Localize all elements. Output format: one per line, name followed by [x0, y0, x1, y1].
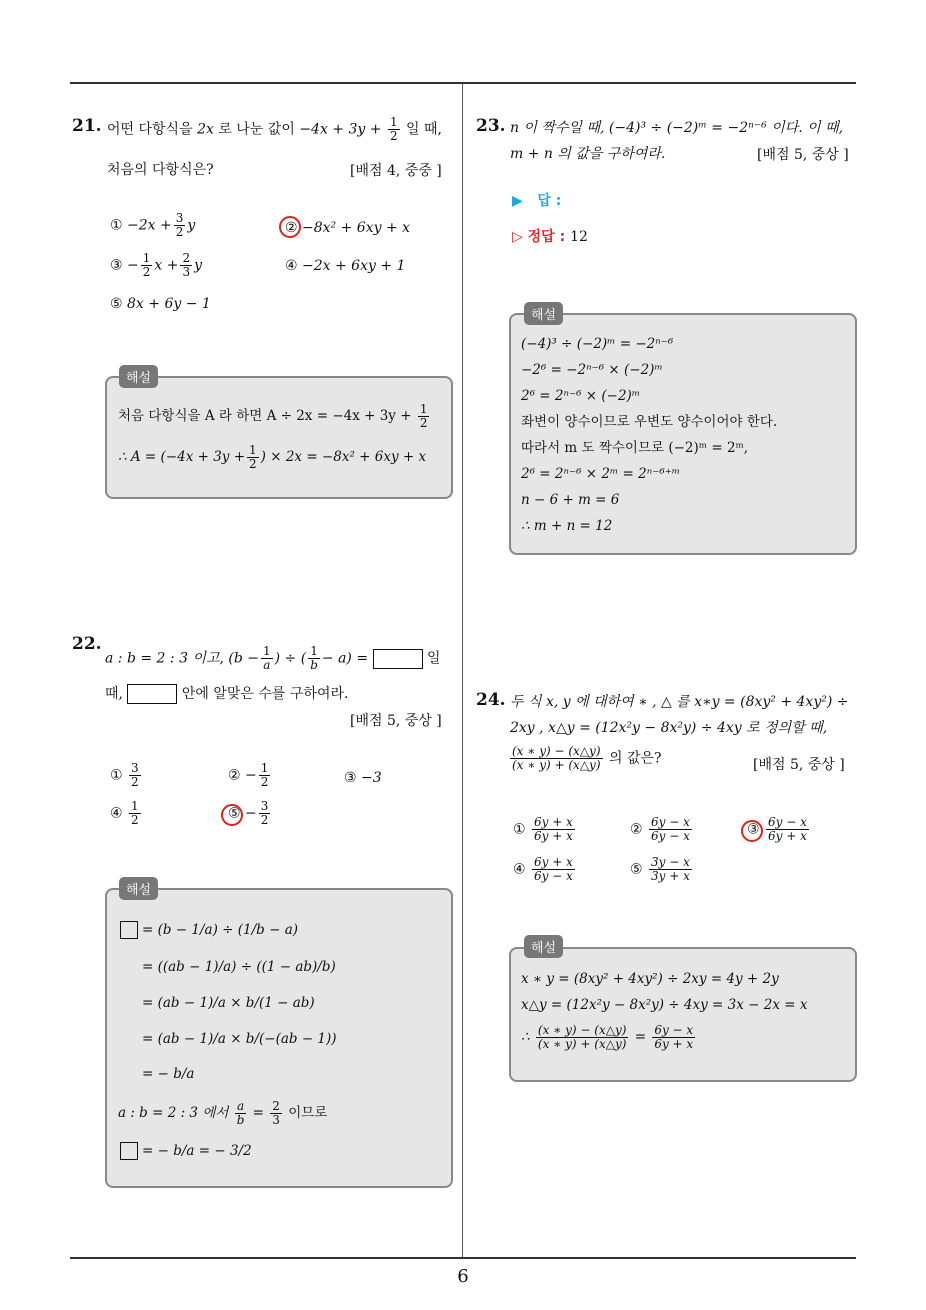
choice-1[interactable]: ① $\frac{3}{2}$ — [110, 761, 139, 789]
blank-box — [127, 684, 177, 704]
solution-line: 좌변이 양수이므로 우변도 양수이어야 한다. — [521, 414, 778, 430]
fraction: $\frac{1}{2}$ — [389, 115, 398, 143]
solution-line: x△y = (12x²y − 8x²y) ÷ 4xy = 3x − 2x = x — [521, 997, 808, 1013]
top-rule — [70, 82, 856, 84]
solution-line: = − b/a — [142, 1066, 195, 1082]
solution-tag: 해설 — [524, 302, 563, 325]
choice-5[interactable]: ⑤ $\frac{3y - x}{3y + x}$ — [630, 855, 690, 883]
page-number: 6 — [457, 1266, 469, 1287]
question-text-line1: 어떤 다항식을 2x 로 나눈 값이 −4x + 3y + $\frac{1}{2}$ 일 때, — [107, 115, 442, 143]
answer-row: ▶ 답 : — [512, 193, 562, 209]
solution-line: = (ab − 1)/a × b/(−(ab − 1)) — [142, 1031, 337, 1047]
question-text-line2: m + n 의 값을 구하여라. — [510, 146, 666, 162]
solution-line: = − b/a = − 3/2 — [142, 1143, 252, 1159]
blank-box — [120, 1142, 138, 1160]
choice-5[interactable]: ⑤ 8x + 6y − 1 — [110, 296, 211, 312]
triangle-outline-icon: ▷ — [512, 229, 523, 245]
solution-tag: 해설 — [524, 935, 563, 958]
question-text-line3: $\frac{(x ∗ y) - (x\triangle y)}{(x ∗ y) + (x\triangle y)}$ 의 값은? — [512, 744, 662, 772]
solution-tag: 해설 — [119, 877, 158, 900]
solution-line: ∴ $\frac{(x ∗ y) - (x\triangle y)}{(x ∗ y) + (x\triangle y)}$ = $\frac{6y - x}{6y + x}$ — [521, 1023, 694, 1051]
choice-4[interactable]: ④ −2x + 6xy + 1 — [285, 258, 406, 274]
solution-line: = ((ab − 1)/a) ÷ ((1 − ab)/b) — [142, 959, 336, 975]
score-meta: [배점 5, 중상 ] — [350, 713, 442, 729]
solution-line: 따라서 m 도 짝수이므로 (−2)ᵐ = 2ᵐ, — [521, 440, 749, 456]
question-number: 24. — [476, 690, 506, 710]
solution-line: a : b = 2 : 3 에서 $\frac{a}{b}$ = $\frac{2}{3}$ 이므로 — [118, 1099, 328, 1127]
choice-2[interactable]: ② $\frac{6y - x}{6y - x}$ — [630, 815, 690, 843]
choice-4[interactable]: ④ $\frac{6y + x}{6y - x}$ — [513, 855, 573, 883]
question-number: 23. — [476, 116, 506, 136]
question-text-line1: n 이 짝수일 때, (−4)³ ÷ (−2)ᵐ = −2ⁿ⁻⁶ 이다. 이 때, — [510, 120, 844, 136]
correct-answer-row: ▷ 정답 : 12 — [512, 229, 588, 245]
score-meta: [배점 4, 중중 ] — [350, 163, 442, 179]
solution-line: n − 6 + m = 6 — [521, 492, 620, 508]
solution-line: −2⁶ = −2ⁿ⁻⁶ × (−2)ᵐ — [521, 362, 663, 378]
choice-4[interactable]: ④ $\frac{1}{2}$ — [110, 799, 139, 827]
question-text-line2: 2xy , x△y = (12x²y − 8x²y) ÷ 4xy 로 정의할 때, — [510, 720, 828, 736]
solution-line: x ∗ y = (8xy² + 4xy²) ÷ 2xy = 4y + 2y — [521, 971, 779, 987]
choice-2[interactable]: ② − $\frac{1}{2}$ — [228, 761, 269, 789]
solution-line: (−4)³ ÷ (−2)ᵐ = −2ⁿ⁻⁶ — [521, 336, 674, 352]
blank-box — [120, 921, 138, 939]
choice-3[interactable]: ③ −3 — [344, 770, 382, 786]
solution-line: 2⁶ = 2ⁿ⁻⁶ × 2ᵐ = 2ⁿ⁻⁶⁺ᵐ — [521, 466, 681, 482]
bottom-rule — [70, 1257, 856, 1259]
solution-line: 처음 다항식을 A 라 하면 A ÷ 2x = −4x + 3y + $\frac{1}{2}$ — [118, 402, 428, 430]
score-meta: [배점 5, 중상 ] — [757, 147, 849, 163]
solution-line: ∴ m + n = 12 — [521, 518, 613, 534]
score-meta: [배점 5, 중상 ] — [753, 757, 845, 773]
question-text-line2: 처음의 다항식은? — [107, 162, 214, 178]
choice-3[interactable]: ③ $\frac{6y - x}{6y + x}$ — [747, 815, 807, 843]
play-icon: ▶ — [512, 193, 523, 209]
question-number: 22. — [72, 634, 102, 654]
choice-1[interactable]: ① −2x + $\frac{3}{2}$ y — [110, 211, 196, 239]
choice-3[interactable]: ③ − $\frac{1}{2}$ x + $\frac{2}{3}$ y — [110, 251, 203, 279]
solution-box — [105, 376, 453, 499]
choice-2[interactable]: ② −8x² + 6xy + x — [285, 220, 411, 236]
solution-tag: 해설 — [119, 365, 158, 388]
solution-line: 2⁶ = 2ⁿ⁻⁶ × (−2)ᵐ — [521, 388, 641, 404]
question-text-line1: a : b = 2 : 3 이고, (b − $\frac{1}{a}$ ) ÷ ( $\frac{1}{b}$ − a) = 일 — [105, 644, 441, 672]
question-number: 21. — [72, 116, 102, 136]
solution-line: ∴ A = (−4x + 3y + $\frac{1}{2}$ ) × 2x = −8x² + 6xy + x — [118, 443, 427, 471]
blank-box — [373, 649, 423, 669]
solution-line: = (b − 1/a) ÷ (1/b − a) — [142, 922, 299, 938]
choice-1[interactable]: ① $\frac{6y + x}{6y + x}$ — [513, 815, 573, 843]
solution-line: = (ab − 1)/a × b/(1 − ab) — [142, 995, 315, 1011]
question-text-line2: 때, 안에 알맞은 수를 구하여라. — [105, 686, 349, 702]
question-text-line1: 두 식 x, y 에 대하여 ∗ , △ 를 x∗y = (8xy² + 4xy²) ÷ — [510, 694, 849, 710]
choice-5[interactable]: ⑤ − $\frac{3}{2}$ — [228, 799, 269, 827]
column-divider — [462, 84, 463, 1257]
